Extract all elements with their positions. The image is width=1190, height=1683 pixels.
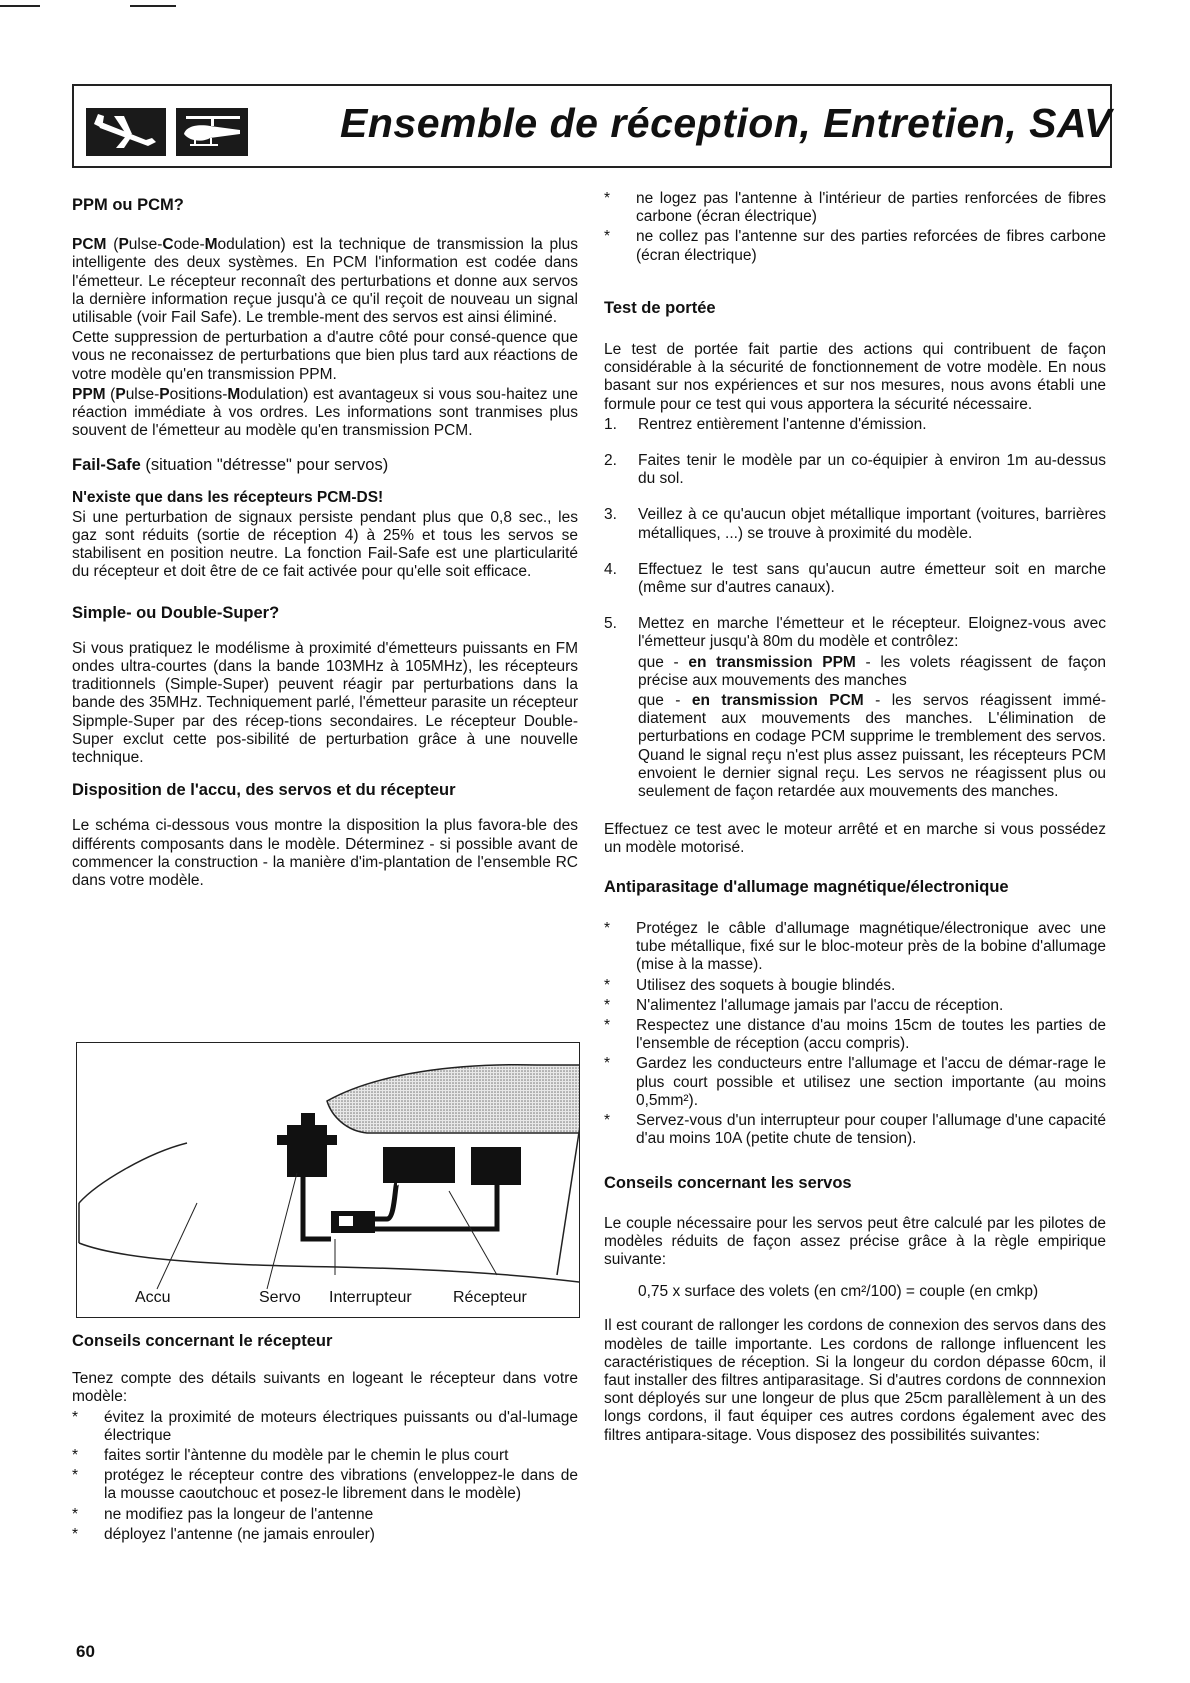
left-column-lower [72,1332,578,1546]
servo-formula: 0,75 x surface des volets (en cm²/100) = couple (en cmkp) [638,1283,1039,1301]
list-item: * faites sortir l'àntenne du modèle par le chemin le plus court [72,1447,509,1465]
section-heading-conseils-recepteur: Conseils concernant le récepteur [72,1332,333,1350]
list-item: * Respectez une distance d'au moins 15cm de toutes les parties de l'ensemble de réception (accu compris). [604,1016,1106,1053]
section-heading-test-portee: Test de portée [604,298,716,317]
paragraph-servos-couple: Le couple nécessaire pour les servos peut être calculé par les pilotes de modèles réduits de façon assez précise grâce à la règle empirique suivante: [604,1214,1106,1268]
top-rule-left [0,5,40,7]
right-column [604,190,1106,1447]
step-item: 5. Mettez en marche l'émetteur et le récepteur. Eloignez-vous avec l'émetteur jusqu'à 80m du modèle et contrôlez: [604,615,1106,651]
list-item: * ne logez pas l'antenne à l'intérieur de parties renforcées de fibres carbone (écran électrique) [604,190,1106,226]
list-item: * Utilisez des soquets à bougie blindés. [604,976,896,994]
paragraph-servos-cordons: Il est courant de rallonger les cordons de connexion des servos dans des modèles de taille importante. Les cordons de rallonge influencent les caractéristiques de réception. Si la longeur du cordon dépasse 60cm, il faut installer des filtres antiparasitage. Si d'autres cordons de connnexion sont déployés sur une longeur de plus que 25cm parallèlement à un des longs cordons, il faut équiper ces autres cordons également avec des filtres antipara-sitage. Vous disposez des possibilités suivantes: [604,1317,1106,1444]
section-heading-conseils-servos: Conseils concernant les servos [604,1174,852,1193]
list-item: * évitez la proximité de moteurs électriques puissants ou d'al-lumage électrique [72,1408,578,1444]
switch-block [331,1211,375,1233]
step-item: 2. Faites tenir le modèle par un co-équipier à environ 1m au-dessus du sol. [604,452,1106,488]
paragraph-conseils-recepteur: Tenez compte des détails suivants en logeant le récepteur dans votre modèle: [72,1370,578,1406]
step-5-pcm: que - en transmission PCM - les servos réagissent immé-diatement aux mouvements des manches. L'élimination de perturbations en codage PCM supprime le tremblement des servos. Quand le signal reçu n'est plus assez puissant, les récepteurs PCM envoient le dernier signal reçu. Les servos ne réagissent plus ou seulement de façon retardée aux mouvements des manches. [638,692,1106,801]
paragraph-failsafe: Si une perturbation de signaux persiste pendant plus que 0,8 sec., les gaz sont réduits (sortie de réception 4) à 25% et tous les servos se stabilisent en position neutre. La fonction Fail-Safe est une plarticularité du récepteur et doit être de ce fait activée pour qu'elle soit efficace. [72,508,578,581]
receiver-block [471,1147,521,1185]
accu-block [277,1125,337,1177]
airplane-icon [86,108,166,156]
list-item: * Servez-vous d'un interrupteur pour couper l'allumage d'une capacité d'au moins 10A (petite chute de tension). [604,1111,1106,1148]
list-item: * Gardez les conducteurs entre l'allumage et l'accu de démar-rage le plus court possible et utilisez une section importante (au moins 0,5mm²). [604,1055,1106,1109]
figure-label-recepteur: Récepteur [453,1289,527,1306]
page-title: Ensemble de réception, Entretien, SAV [340,100,1112,146]
paragraph-pcm-suppression: Cette suppression de perturbation a d'autre côté pour consé-quence que vous ne reconaissez de perturbations que bien plus tard aux réactions de votre modèle qu'en transmission PPM. [72,329,578,383]
helicopter-icon [176,108,248,156]
list-item: * Protégez le câble d'allumage magnétique/électronique avec une tube métallique, fixé sur le bloc-moteur près de la bobine d'allumage (mise à la masse). [604,919,1106,974]
list-item: * ne modifiez pas la longeur de l'antenne [72,1505,374,1523]
list-item: * protégez le récepteur contre des vibrations (enveloppez-le dans de la mousse caoutchouc et posez-le librement dans le modèle) [72,1467,578,1503]
step-5-ppm: que - en transmission PPM - les volets réagissent de façon précise aux mouvements des manches [638,653,1107,689]
paragraph-pcm: PCM (Pulse-Code-Modulation) est la technique de transmission la plus intelligente des deux systèmes. En PCM l'information est codée dans l'émetteur. Le récepteur reconnaît des perturbations et donne aux servos la dernière information reçue jusqu'à ce qu'il reçoit de nouveau un signal utilisable (voir Fail Safe). Le tremble-ment des servos est ainsi éliminé. [72,236,578,327]
figure-label-interrupteur: Interrupteur [329,1289,412,1306]
list-item: * déployez l'antenne (ne jamais enrouler) [72,1525,375,1543]
section-heading-failsafe: Fail-Safe (situation "détresse" pour servos) [72,456,389,475]
top-rule-right [130,5,176,7]
rc-layout-diagram [76,1042,580,1318]
step-item: 1. Rentrez entièrement l'antenne d'émission. [604,415,927,433]
paragraph-simple-double: Si vous pratiquez le modélisme à proximité d'émetteurs puissants en FM ondes ultra-courtes (dans la bande 103MHz à 105MHz), les récepteurs traditionnels (Simple-Super) peuvent réagir par perturbations dans la bande des 35MHz. Techniquement parlé, l'émetteur parasite un récepteur Sipmple-Super par des récep-tions secondaires. Le récepteur Double-Super exclut cette pos-sibilité de perturbation grâce à une nouvelle technique. [72,639,578,767]
paragraph-test-intro: Le test de portée fait partie des actions qui contribuent de façon considérable à la sécurité de fonctionnement de votre modèle. En nous basant sur nos expériences et sur nos mesures, nous avons établi une formule pour ce test qui vous apportera la sécurité nécessaire. [604,341,1106,413]
section-heading-simple-double: Simple- ou Double-Super? [72,603,280,622]
left-column [72,196,578,892]
section-heading-ppm-pcm: PPM ou PCM? [72,196,184,214]
paragraph-disposition: Le schéma ci-dessous vous montre la disposition la plus favora-ble des différents composants dans le modèle. Déterminez - si possible avant de commencer la construction - la manière d'im-plantation de l'ensemble RC dans votre modèle. [72,817,578,890]
step-item: 3. Veillez à ce qu'aucun objet métallique important (voitures, barrières métalliques, ...) se trouve à proximité du modèle. [604,506,1106,542]
step-item: 4. Effectuez le test sans qu'aucun autre émetteur soit en marche (même sur d'autres canaux). [604,560,1106,597]
section-heading-antiparasitage: Antiparasitage d'allumage magnétique/électronique [604,877,1009,896]
paragraph-ppm: PPM (Pulse-Positions-Modulation) est avantageux si vous sou-haitez une réaction immédiate à vos ordres. Les informations sont tranmises plus souvent de l'émetteur au modèle qu'en transmission PCM. [72,385,578,440]
figure-label-accu: Accu [135,1289,171,1306]
conseils-recepteur-list [72,1409,578,1544]
failsafe-subheading: N'existe que dans les récepteurs PCM-DS! [72,488,384,506]
section-heading-disposition: Disposition de l'accu, des servos et du récepteur [72,781,456,800]
figure-label-servo: Servo [259,1289,301,1306]
antiparasitage-list [604,920,1106,1148]
list-item: * N'alimentez l'allumage jamais par l'accu de réception. [604,996,1004,1014]
canopy-shape [327,1065,579,1133]
list-item: * ne collez pas l'antenne sur des parties reforcées de fibres carbone (écran électrique) [604,228,1106,264]
page-number: 60 [76,1642,95,1661]
paragraph-test-outro: Effectuez ce test avec le moteur arrêté et en marche si vous possédez un modèle motorisé. [604,821,1106,857]
